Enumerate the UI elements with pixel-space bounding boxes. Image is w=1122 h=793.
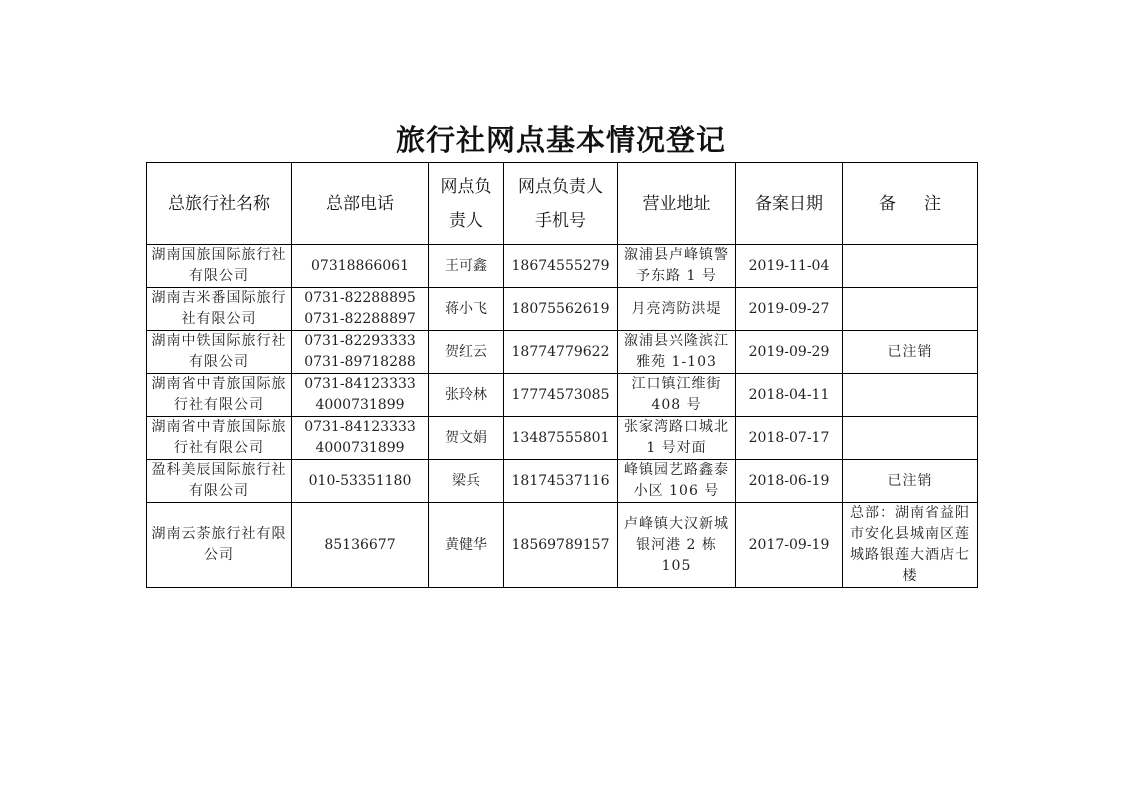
cell-mobile: 13487555801 [504,417,618,460]
cell-phone [292,460,429,503]
header-hq-phone: 总部电话 [292,163,429,245]
cell-date: 2019-09-27 [736,288,843,331]
header-company: 总旅行社名称 [147,163,292,245]
cell-note [843,288,978,331]
cell-manager: 梁兵 [429,460,504,503]
table-row [147,245,978,288]
cell-manager: 贺文娟 [429,417,504,460]
cell-phone-primary: 0731-82293333 [304,333,416,349]
header-record-date: 备案日期 [736,163,843,245]
cell-phone [292,503,429,588]
header-manager-line1: 网点负 [440,176,492,197]
table-row [147,503,978,588]
cell-manager: 王可鑫 [429,245,504,288]
header-manager [429,163,504,245]
header-note [843,163,978,245]
cell-phone [292,288,429,331]
cell-manager: 黄健华 [429,503,504,588]
cell-phone-secondary: 4000731899 [315,397,405,413]
cell-company: 湖南中铁国际旅行社有限公司 [147,331,292,374]
cell-note: 总部：湖南省益阳市安化县城南区莲城路银莲大酒店七楼 [843,503,978,588]
cell-phone-primary: 07318866061 [311,257,409,274]
cell-phone-secondary: 0731-89718288 [304,354,416,370]
cell-date: 2018-04-11 [736,374,843,417]
cell-company: 湖南国旅国际旅行社有限公司 [147,245,292,288]
cell-mobile: 18674555279 [504,245,618,288]
table-row [147,374,978,417]
cell-mobile: 17774573085 [504,374,618,417]
cell-address: 月亮湾防洪堤 [618,288,736,331]
cell-date: 2019-09-29 [736,331,843,374]
table-header-row [147,163,978,245]
cell-phone-secondary: 0731-82288897 [304,311,416,327]
table-row [147,417,978,460]
cell-address: 张家湾路口城北 1 号对面 [618,417,736,460]
cell-company: 盈科美辰国际旅行社有限公司 [147,460,292,503]
cell-note: 已注销 [843,331,978,374]
cell-note [843,374,978,417]
cell-company: 湖南省中青旅国际旅行社有限公司 [147,417,292,460]
cell-phone-primary: 010-53351180 [308,472,412,489]
cell-date: 2018-07-17 [736,417,843,460]
cell-mobile: 18075562619 [504,288,618,331]
table-row [147,288,978,331]
cell-phone-secondary: 4000731899 [315,440,405,456]
cell-phone [292,331,429,374]
header-address: 营业地址 [618,163,736,245]
table-row [147,460,978,503]
cell-phone-primary: 85136677 [324,536,396,553]
table-row [147,331,978,374]
cell-note [843,245,978,288]
document-title: 旅行社网点基本情况登记 [395,123,726,157]
cell-note: 已注销 [843,460,978,503]
header-manager-line2: 责人 [449,210,483,231]
cell-manager: 张玲林 [429,374,504,417]
cell-address: 峰镇园艺路鑫泰小区 106 号 [618,460,736,503]
cell-address: 溆浦县卢峰镇警予东路 1 号 [618,245,736,288]
cell-phone [292,374,429,417]
header-mobile-line2: 手机号 [535,210,586,231]
cell-phone-primary: 0731-84123333 [304,376,416,392]
cell-company: 湖南省中青旅国际旅行社有限公司 [147,374,292,417]
cell-date: 2018-06-19 [736,460,843,503]
cell-manager: 贺红云 [429,331,504,374]
header-mobile [504,163,618,245]
cell-address: 江口镇江维街 408 号 [618,374,736,417]
cell-date: 2017-09-19 [736,503,843,588]
registration-table [146,162,978,588]
cell-mobile: 18569789157 [504,503,618,588]
cell-mobile: 18774779622 [504,331,618,374]
cell-address: 溆浦县兴隆滨江雅苑 1-103 [618,331,736,374]
cell-company: 湖南吉米番国际旅行社有限公司 [147,288,292,331]
cell-mobile: 18174537116 [504,460,618,503]
cell-manager: 蒋小飞 [429,288,504,331]
cell-address: 卢峰镇大汉新城银河港 2 栋 105 [618,503,736,588]
cell-phone [292,417,429,460]
cell-company: 湖南云荼旅行社有限公司 [147,503,292,588]
cell-phone-primary: 0731-84123333 [304,419,416,435]
cell-phone-primary: 0731-82288895 [304,290,416,306]
header-mobile-line1: 网点负责人 [518,176,603,197]
cell-date: 2019-11-04 [736,245,843,288]
cell-phone [292,245,429,288]
header-note-label: 备注 [879,193,969,214]
cell-note [843,417,978,460]
